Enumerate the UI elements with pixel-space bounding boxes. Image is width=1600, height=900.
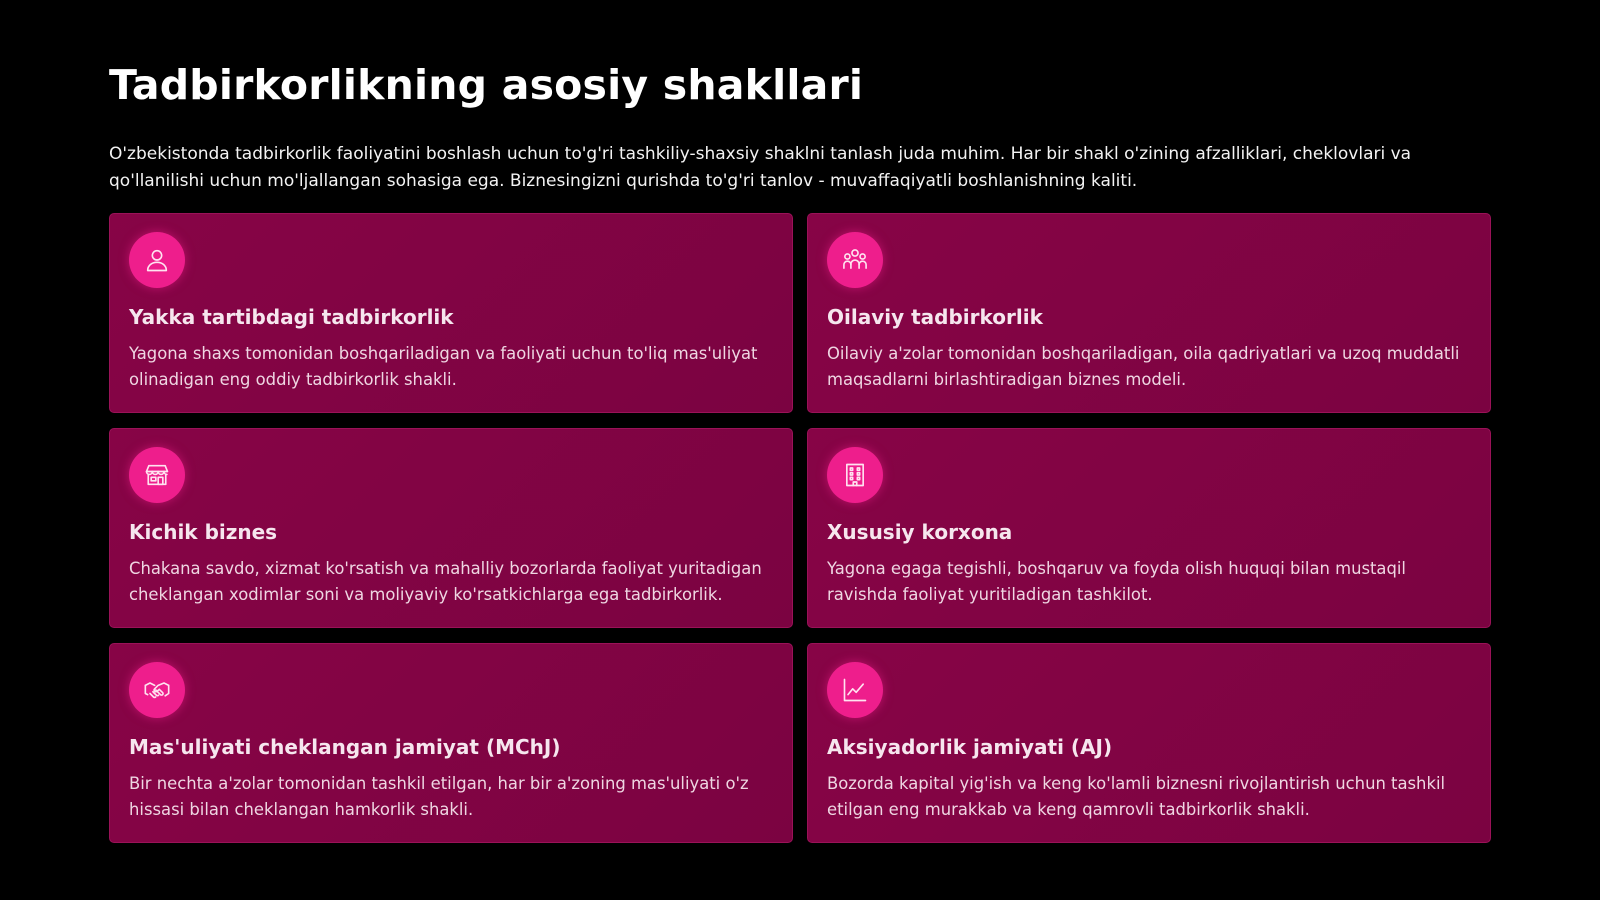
card-title: Aksiyadorlik jamiyati (AJ) <box>827 735 1113 759</box>
card-yakka-tartibdagi <box>109 213 793 413</box>
card-title: Oilaviy tadbirkorlik <box>827 305 1043 329</box>
family-icon <box>827 232 883 288</box>
card-kichik-biznes <box>109 428 793 628</box>
handshake-icon <box>129 662 185 718</box>
card-description: Chakana savdo, xizmat ko'rsatish va mahalliy bozorlarda faoliyat yuritadigan cheklangan xodimlar soni va moliyaviy ko'rsatkichlarga ega tadbirkorlik. <box>129 559 762 604</box>
page-title: Tadbirkorlikning asosiy shakllari <box>109 61 864 109</box>
card-mchj <box>109 643 793 843</box>
cards-grid <box>109 213 1491 843</box>
store-icon <box>129 447 185 503</box>
card-aj <box>807 643 1491 843</box>
chart-line-icon <box>827 662 883 718</box>
intro-paragraph: O'zbekistonda tadbirkorlik faoliyatini boshlash uchun to'g'ri tashkiliy-shaxsiy shaklni tanlash juda muhim. Har bir shakl o'zining afzalliklari, cheklovlari va qo'llanilishi uchun mo'ljallangan sohasiga ega. Biznesingizni qurishda to'g'ri tanlov - muvaffaqiyatli boshlanishning kaliti. <box>109 144 1412 191</box>
card-title: Xususiy korxona <box>827 520 1013 544</box>
card-oilaviy <box>807 213 1491 413</box>
building-icon <box>827 447 883 503</box>
card-description: Oilaviy a'zolar tomonidan boshqariladigan, oila qadriyatlari va uzoq muddatli maqsadlarni birlashtiradigan biznes modeli. <box>827 344 1460 389</box>
card-xususiy-korxona <box>807 428 1491 628</box>
person-icon <box>129 232 185 288</box>
card-title: Yakka tartibdagi tadbirkorlik <box>129 305 454 329</box>
card-description: Bozorda kapital yig'ish va keng ko'lamli biznesni rivojlantirish uchun tashkil etilgan eng murakkab va keng qamrovli tadbirkorlik shakli. <box>827 774 1446 819</box>
card-description: Bir nechta a'zolar tomonidan tashkil etilgan, har bir a'zoning mas'uliyati o'z hissasi bilan cheklangan hamkorlik shakli. <box>129 774 749 819</box>
card-title: Kichik biznes <box>129 520 278 544</box>
card-description: Yagona egaga tegishli, boshqaruv va foyda olish huquqi bilan mustaqil ravishda faoliyat yuritiladigan tashkilot. <box>827 559 1406 604</box>
card-description: Yagona shaxs tomonidan boshqariladigan va faoliyati uchun to'liq mas'uliyat olinadigan eng oddiy tadbirkorlik shakli. <box>129 344 758 389</box>
card-title: Mas'uliyati cheklangan jamiyat (MChJ) <box>129 735 561 759</box>
